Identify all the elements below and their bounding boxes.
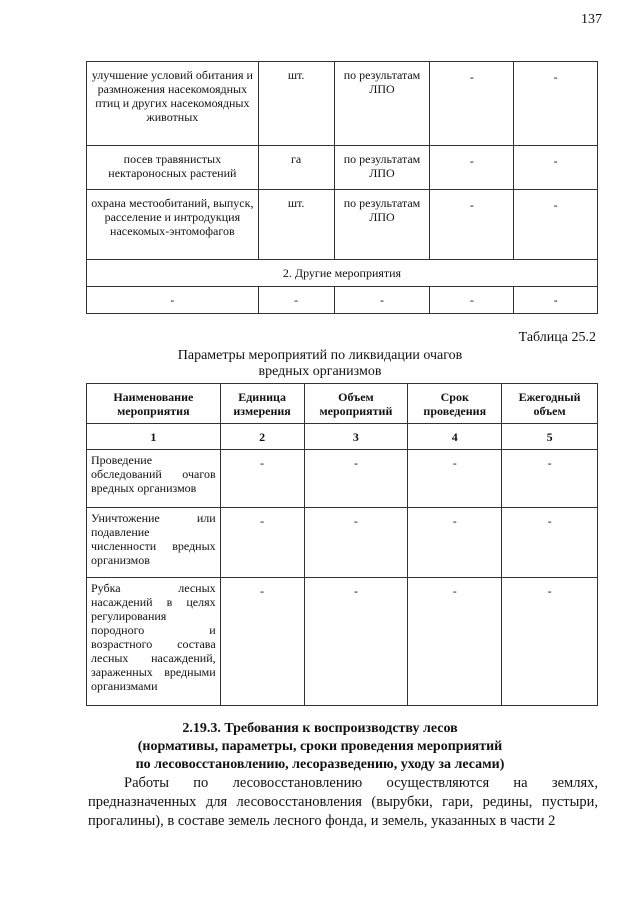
- measure-cell: -: [220, 508, 304, 578]
- measure-cell: -: [408, 508, 502, 578]
- measures-table-continued: [86, 61, 598, 314]
- measure-cell: -: [430, 62, 514, 146]
- measure-cell: -: [430, 287, 514, 314]
- measure-cell: -: [304, 578, 408, 706]
- table-row: [87, 146, 598, 190]
- section-heading: [0, 720, 640, 774]
- measure-cell: -: [502, 578, 598, 706]
- heading-line: (нормативы, параметры, сроки проведения мероприятий: [137, 739, 503, 754]
- measure-volume: по результатам ЛПО: [334, 146, 430, 190]
- measure-cell: -: [220, 578, 304, 706]
- measure-cell: -: [220, 450, 304, 508]
- number-row: [87, 424, 598, 450]
- column-number: 5: [502, 424, 598, 450]
- measure-name: Уничтожение или подавление численности вредных организмов: [87, 508, 221, 578]
- table-title-line: вредных организмов: [258, 364, 382, 379]
- table-row: [87, 190, 598, 260]
- measure-cell: -: [334, 287, 430, 314]
- table-row: [87, 450, 598, 508]
- column-number: 4: [408, 424, 502, 450]
- measure-cell: -: [87, 287, 259, 314]
- heading-line: 2.19.3. Требования к воспроизводству лесов: [182, 721, 458, 736]
- measure-name: улучшение условий обитания и размножения насекомоядных птиц и других насекомоядных животных: [87, 62, 259, 146]
- measure-cell: -: [258, 287, 334, 314]
- measure-cell: -: [408, 450, 502, 508]
- column-number: 3: [304, 424, 408, 450]
- measure-cell: -: [514, 146, 598, 190]
- measure-unit: шт.: [258, 62, 334, 146]
- header-row: [87, 384, 598, 424]
- table-row: [87, 62, 598, 146]
- section-row: [87, 260, 598, 287]
- measure-cell: -: [430, 190, 514, 260]
- measure-cell: -: [408, 578, 502, 706]
- measure-name: посев травянистых нектароносных растений: [87, 146, 259, 190]
- table-title-line: Параметры мероприятий по ликвидации очагов: [177, 348, 463, 363]
- page-number: 137: [581, 12, 602, 27]
- pest-measures-table: [86, 383, 598, 706]
- column-header: Объем мероприятий: [304, 384, 408, 424]
- measure-name: охрана местообитаний, выпуск, расселение и интродукция насекомых-энтомофагов: [87, 190, 259, 260]
- measure-cell: -: [304, 450, 408, 508]
- measure-cell: -: [514, 190, 598, 260]
- table-caption: Таблица 25.2: [518, 330, 596, 345]
- measure-cell: -: [514, 287, 598, 314]
- column-number: 1: [87, 424, 221, 450]
- measure-volume: по результатам ЛПО: [334, 190, 430, 260]
- table-row: [87, 508, 598, 578]
- measure-unit: шт.: [258, 190, 334, 260]
- table-title: [0, 348, 640, 380]
- heading-line: по лесовосстановлению, лесоразведению, уходу за лесами): [135, 757, 505, 772]
- measure-cell: -: [304, 508, 408, 578]
- measure-cell: -: [514, 62, 598, 146]
- column-header: Ежегодный объем: [502, 384, 598, 424]
- measure-name: Рубка лесных насаждений в целях регулирования породного и возрастного состава лесных насаждений, зараженных вредными организмами: [87, 578, 221, 706]
- measure-cell: -: [502, 450, 598, 508]
- column-header: Наименование мероприятия: [87, 384, 221, 424]
- measure-cell: -: [502, 508, 598, 578]
- section-title: 2. Другие мероприятия: [87, 260, 598, 287]
- measure-unit: га: [258, 146, 334, 190]
- measure-name: Проведение обследований очагов вредных организмов: [87, 450, 221, 508]
- column-header: Единица измерения: [220, 384, 304, 424]
- column-header: Срок проведения: [408, 384, 502, 424]
- measure-volume: по результатам ЛПО: [334, 62, 430, 146]
- table-row: [87, 578, 598, 706]
- table-row: [87, 287, 598, 314]
- body-paragraph: Работы по лесовосстановлению осуществляются на землях, предназначенных для лесовосстановления (вырубки, гари, редины, пустыри, прогалины), в составе земель лесного фонда, и земель, указанных в части 2: [88, 775, 598, 829]
- measure-cell: -: [430, 146, 514, 190]
- column-number: 2: [220, 424, 304, 450]
